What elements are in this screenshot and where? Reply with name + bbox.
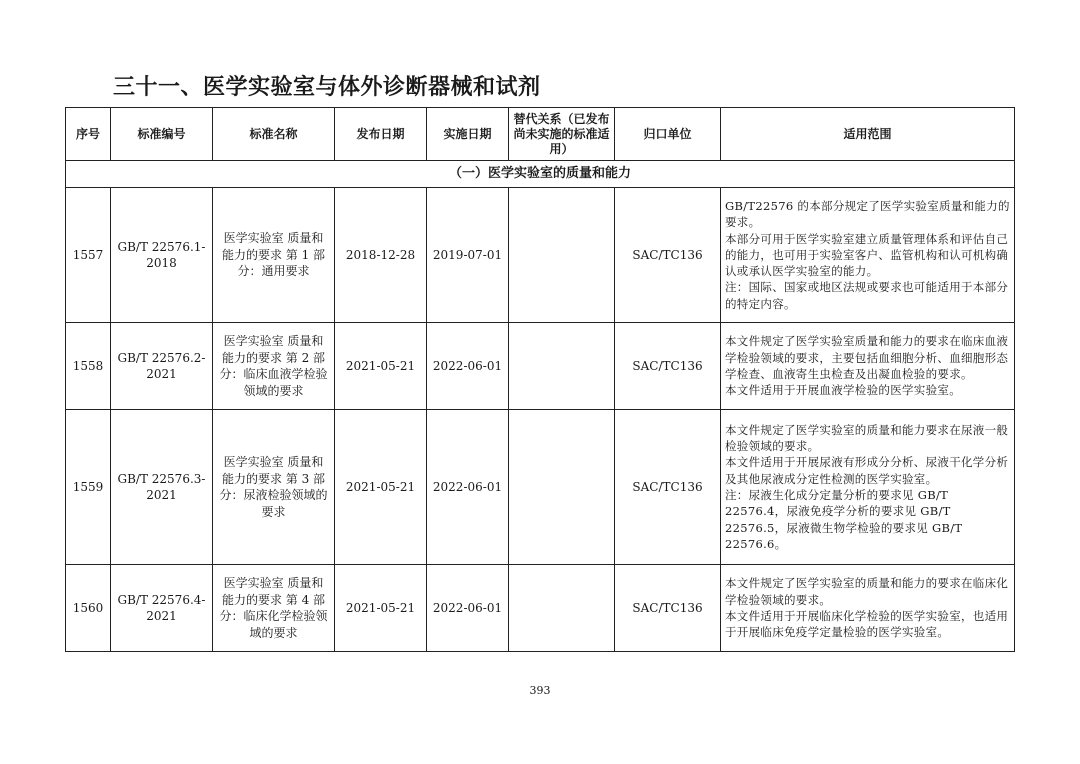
row-replace <box>509 410 615 565</box>
row-impl-date: 2019-07-01 <box>427 188 509 323</box>
row-std-name: 医学实验室 质量和能力的要求 第 3 部分：尿液检验领域的要求 <box>213 410 335 565</box>
table-row <box>66 188 1015 323</box>
row-std-no: GB/T 22576.2-2021 <box>111 323 213 410</box>
table-row <box>66 323 1015 410</box>
header-publish-date: 发布日期 <box>335 108 427 161</box>
row-replace <box>509 188 615 323</box>
row-replace <box>509 323 615 410</box>
row-seq: 1557 <box>66 188 111 323</box>
row-scope: GB/T22576 的本部分规定了医学实验室质量和能力的要求。 本部分可用于医学实验室建立质量管理体系和评估自己的能力，也可用于实验室客户、监管机构和认可机构确认或承认医学实验室的能力。 注：国际、国家或地区法规或要求也可能适用于本部分的特定内容。 <box>721 188 1015 323</box>
row-publish-date: 2021-05-21 <box>335 323 427 410</box>
row-impl-date: 2022-06-01 <box>427 565 509 652</box>
header-unit: 归口单位 <box>615 108 721 161</box>
section-row <box>66 161 1015 188</box>
row-std-no: GB/T 22576.1-2018 <box>111 188 213 323</box>
row-scope: 本文件规定了医学实验室的质量和能力要求在尿液一般检验领域的要求。 本文件适用于开展尿液有形成分分析、尿液干化学分析及其他尿液成分定性检测的医学实验室。 注：尿液生化成分定量分析的要求见 GB/T 22576.4，尿液免疫学分析的要求见 GB/T 22576.5，尿液微生物学检验的要求见 GB/T 22576.6。 <box>721 410 1015 565</box>
row-std-name: 医学实验室 质量和能力的要求 第 1 部分：通用要求 <box>213 188 335 323</box>
row-std-name: 医学实验室 质量和能力的要求 第 4 部分：临床化学检验领域的要求 <box>213 565 335 652</box>
standards-table <box>65 107 1015 652</box>
header-replace: 替代关系（已发布尚未实施的标准适用） <box>509 108 615 161</box>
table-header-row <box>66 108 1015 161</box>
page-title: 三十一、医学实验室与体外诊断器械和试剂 <box>113 75 541 100</box>
row-unit: SAC/TC136 <box>615 410 721 565</box>
header-scope: 适用范围 <box>721 108 1015 161</box>
row-publish-date: 2021-05-21 <box>335 410 427 565</box>
row-std-name: 医学实验室 质量和能力的要求 第 2 部分：临床血液学检验领域的要求 <box>213 323 335 410</box>
table-row <box>66 410 1015 565</box>
row-scope: 本文件规定了医学实验室的质量和能力的要求在临床化学检验领域的要求。 本文件适用于开展临床化学检验的医学实验室，也适用于开展临床免疫学定量检验的医学实验室。 <box>721 565 1015 652</box>
row-std-no: GB/T 22576.3-2021 <box>111 410 213 565</box>
row-unit: SAC/TC136 <box>615 323 721 410</box>
row-publish-date: 2021-05-21 <box>335 565 427 652</box>
row-unit: SAC/TC136 <box>615 565 721 652</box>
header-seq: 序号 <box>66 108 111 161</box>
row-seq: 1560 <box>66 565 111 652</box>
row-seq: 1558 <box>66 323 111 410</box>
section-title: （一）医学实验室的质量和能力 <box>66 161 1015 188</box>
row-publish-date: 2018-12-28 <box>335 188 427 323</box>
row-unit: SAC/TC136 <box>615 188 721 323</box>
row-seq: 1559 <box>66 410 111 565</box>
header-impl-date: 实施日期 <box>427 108 509 161</box>
header-std-no: 标准编号 <box>111 108 213 161</box>
row-impl-date: 2022-06-01 <box>427 323 509 410</box>
row-std-no: GB/T 22576.4-2021 <box>111 565 213 652</box>
row-replace <box>509 565 615 652</box>
row-impl-date: 2022-06-01 <box>427 410 509 565</box>
header-std-name: 标准名称 <box>213 108 335 161</box>
table-row <box>66 565 1015 652</box>
row-scope: 本文件规定了医学实验室质量和能力的要求在临床血液学检验领域的要求，主要包括血细胞分析、血细胞形态学检查、血液寄生虫检查及出凝血检验的要求。 本文件适用于开展血液学检验的医学实验室。 <box>721 323 1015 410</box>
page-number: 393 <box>529 684 551 697</box>
